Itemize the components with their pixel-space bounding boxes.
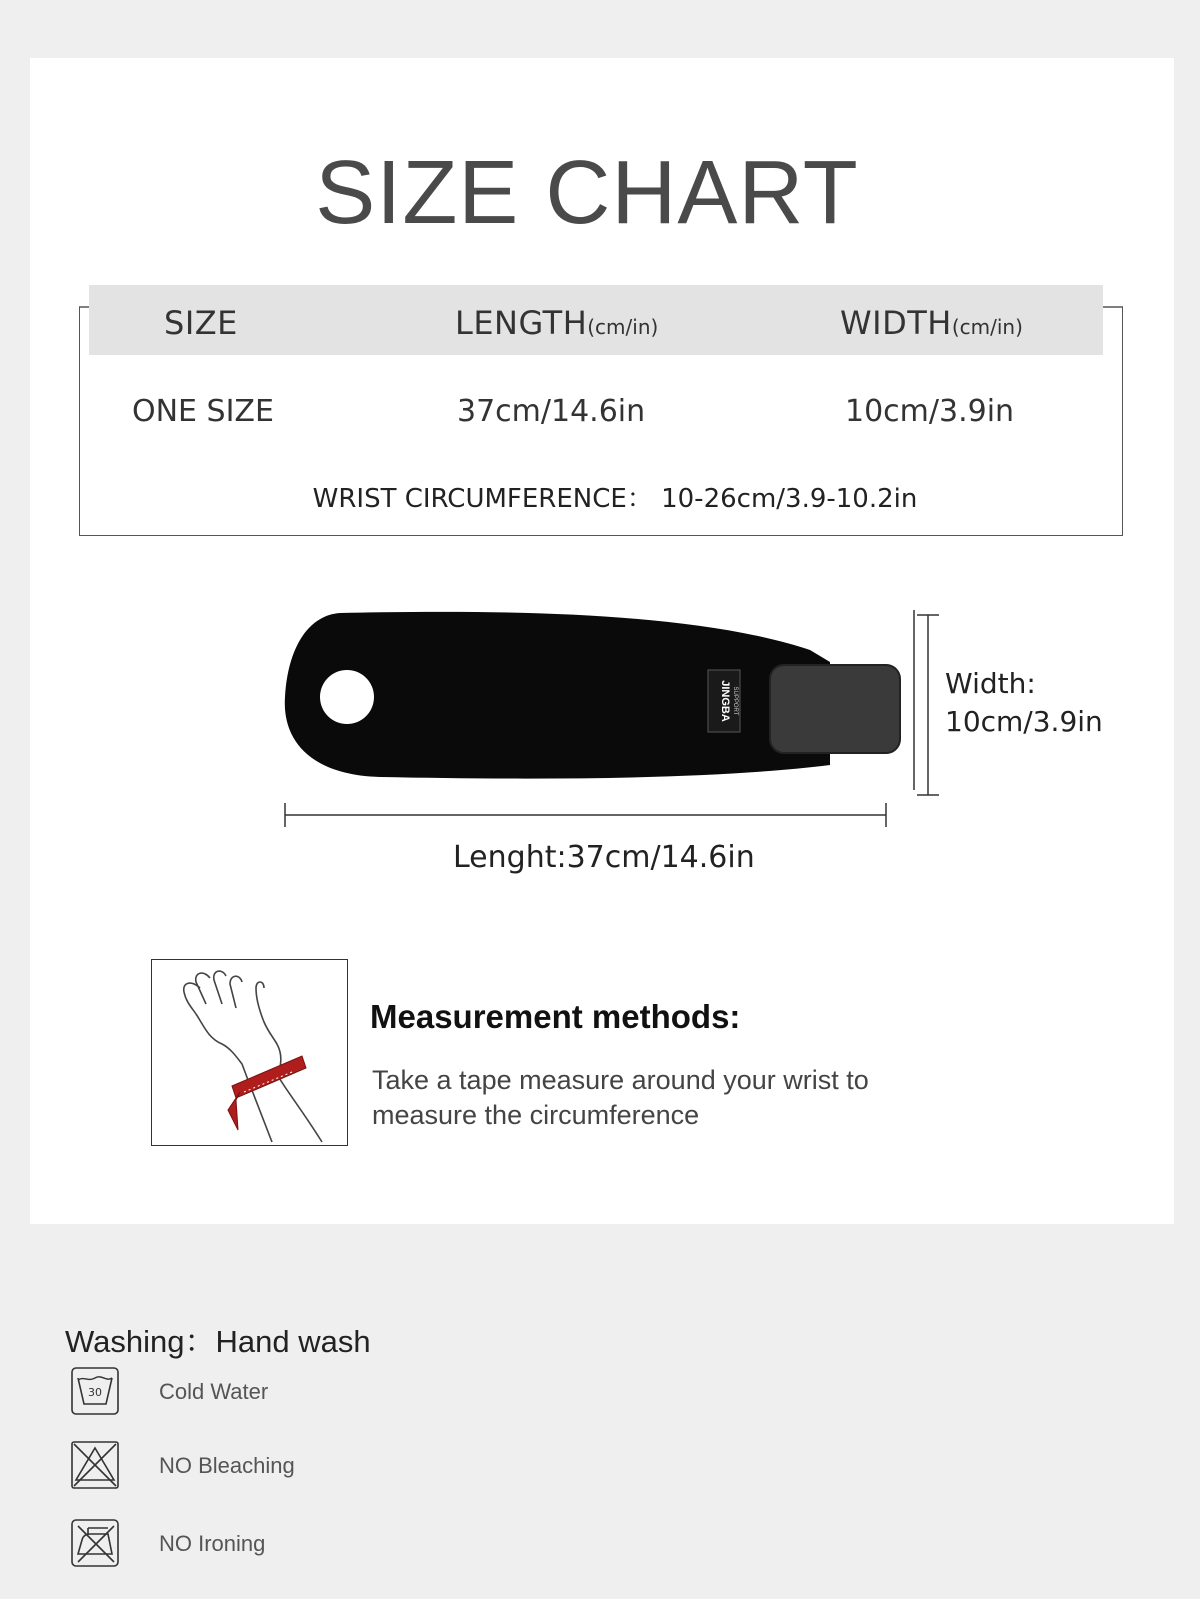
svg-text:30: 30 — [88, 1386, 102, 1399]
wrist-strap-diagram — [270, 605, 920, 835]
measurement-description: Take a tape measure around your wrist to measure the circumference — [372, 1065, 869, 1130]
brand-sub-label: SUPPORT — [732, 686, 738, 716]
cell-length: 37cm/14.6in — [457, 394, 646, 429]
length-label: Lenght:37cm/14.6in — [453, 840, 755, 875]
care-label: Cold Water — [159, 1379, 269, 1404]
wash-30-icon — [70, 1366, 122, 1418]
header-size: SIZE — [164, 304, 238, 342]
header-length: LENGTH(cm/in) — [455, 304, 659, 342]
hand-icon — [152, 960, 347, 1145]
wrist-circumference: WRIST CIRCUMFERENCE： 10-26cm/3.9-10.2in — [312, 484, 918, 514]
width-dimension-line — [900, 600, 940, 800]
velcro-tab — [770, 665, 900, 753]
cell-size: ONE SIZE — [132, 394, 274, 429]
care-label: NO Bleaching — [159, 1453, 295, 1478]
brand-label: JINGBA — [719, 680, 731, 722]
size-chart-title: SIZE CHART — [315, 143, 859, 243]
no-iron-icon — [70, 1518, 122, 1570]
header-width: WIDTH(cm/in) — [840, 304, 1023, 342]
washing-instruction: Washing：Hand wash — [65, 1324, 371, 1359]
care-label: NO Ironing — [159, 1531, 266, 1556]
measurement-title: Measurement methods: — [370, 998, 741, 1035]
hand-measure-illustration — [151, 959, 348, 1146]
thumb-hole — [320, 670, 374, 724]
no-bleach-icon — [70, 1440, 122, 1492]
width-label: Width: 10cm/3.9in — [945, 667, 1103, 738]
cell-width: 10cm/3.9in — [845, 394, 1015, 429]
